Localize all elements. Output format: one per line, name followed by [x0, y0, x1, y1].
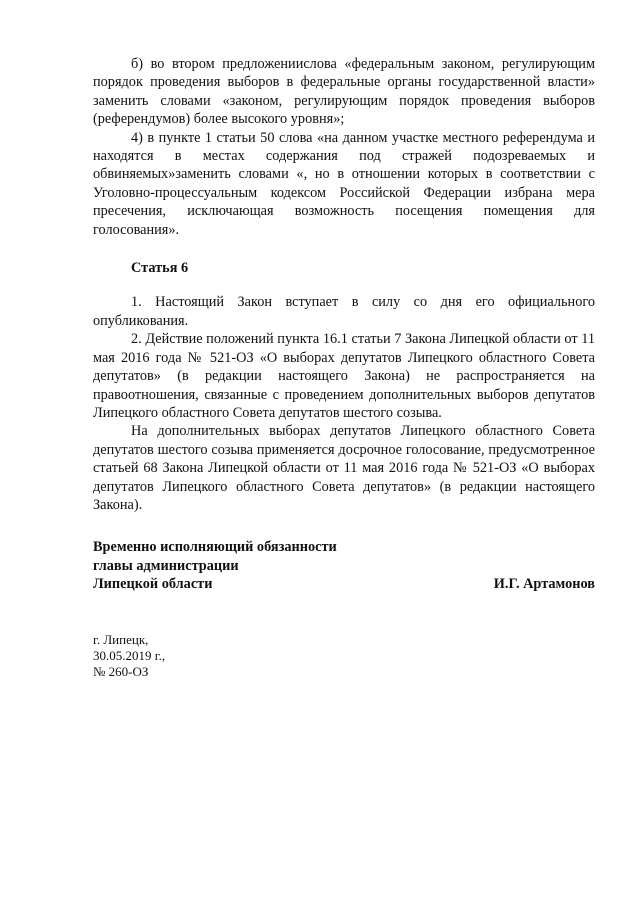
signature-title-line3: Липецкой области — [93, 576, 213, 593]
signatory-name: И.Г. Артамонов — [493, 576, 595, 593]
article-paragraph-2: 2. Действие положений пункта 16.1 статьи 7 Закона Липецкой области от 11 мая 2016 года № 521-ОЗ «О выборах депутатов Липецкого областного Совета депутатов» (в редакции настоящего Закона) не распространяется на правоотношения, связанные с проведением дополнительных выборов депутатов Липецкого областного Совета депутатов шестого созыва. — [93, 331, 595, 421]
article-paragraph-1: 1. Настоящий Закон вступает в силу со дня его официального опубликования. — [93, 294, 595, 329]
footer-date: 30.05.2019 г., — [93, 647, 166, 663]
footer-number: № 260-ОЗ — [93, 663, 149, 679]
paragraph-b-amendment: б) во втором предложениислова «федеральным законом, регулирующим порядок проведения выборов в федеральные органы государственной власти» заменить словами «законом, регулирующим порядок проведения выборов (референдумов) более высокого уровня»; — [93, 56, 595, 128]
signature-row — [93, 575, 595, 593]
footer-city: г. Липецк, — [93, 631, 149, 647]
article-heading: Статья 6 — [131, 260, 189, 277]
signature-title-line1: Временно исполняющий обязанности — [93, 539, 337, 556]
document-footer — [93, 632, 595, 680]
signature-block — [93, 538, 595, 593]
paragraph-4-amendment: 4) в пункте 1 статьи 50 слова «на данном участке местного референдума и находятся в местах содержания под стражей подозреваемых и обвиняемых»заменить словами «, но в отношении которых в соответствии с Уголовно-процессуальным кодексом Российской Федерации избрана мера пресечения, исключающая возможность посещения помещения для голосования». — [93, 129, 595, 238]
signature-title-line2: главы администрации — [93, 557, 239, 574]
article-paragraph-3: На дополнительных выборах депутатов Липецкого областного Совета депутатов шестого созыва применяется досрочное голосование, предусмотренное статьей 68 Закона Липецкой области от 11 мая 2016 года № 521-ОЗ «О выборах депутатов Липецкого областного Совета депутатов» (в редакции настоящего Закона). — [93, 423, 595, 513]
